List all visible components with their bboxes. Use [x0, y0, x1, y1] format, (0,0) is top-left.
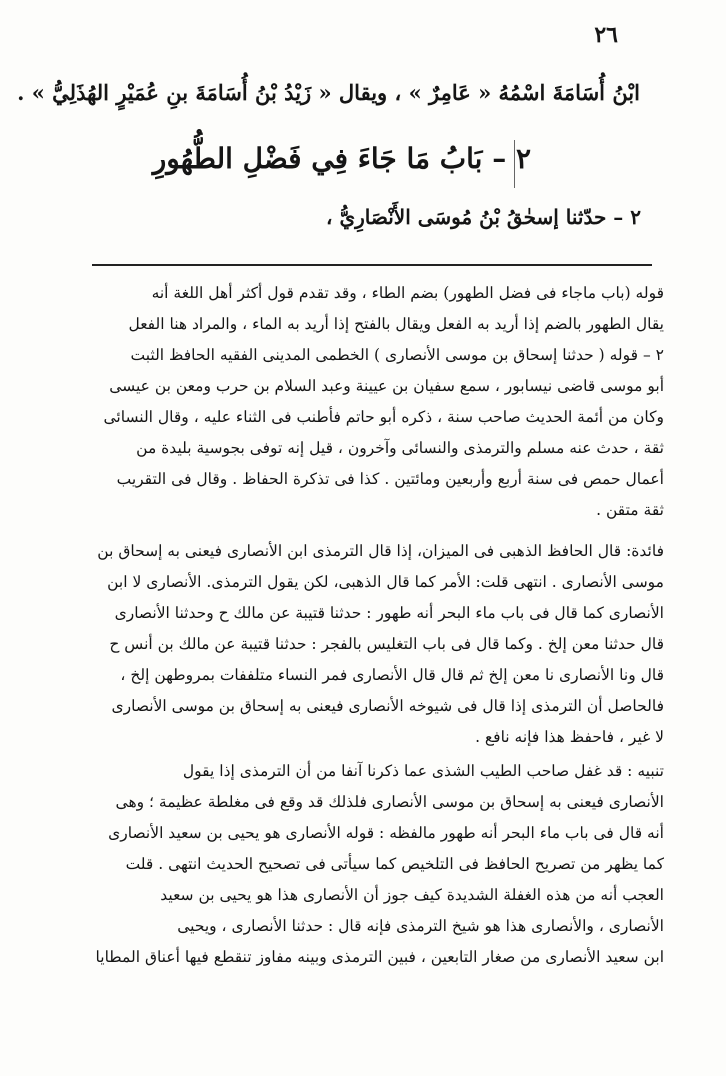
commentary-line: موسى الأنصارى . انتهى قلت: الأمر كما قال الذهبى، لكن يقول الترمذى. الأنصارى لا ابن [107, 573, 664, 591]
commentary-line: ابن سعيد الأنصارى من صغار التابعين ، فبين الترمذى وبينه مفاوز تنقطع فيها أعناق المطايا [95, 948, 664, 966]
commentary-line: الأنصارى فيعنى به إسحاق بن موسى الأنصارى فلذلك قد وقع فى مغلطة عظيمة ؛ وهى [115, 793, 664, 811]
commentary-line: ثقة ، حدث عنه مسلم والترمذى والنسائى وآخرون ، قيل إنه توفى بجوسية بليدة من [136, 439, 664, 457]
commentary-paragraph-3 [86, 756, 664, 973]
commentary-line: كما يظهر من تصريح الحافظ فى التلخيص كما سيأتى فى تصحيح الحديث انتهى . قلت [125, 855, 664, 873]
commentary-line: فائدة: قال الحافظ الذهبى فى الميزان، إذا قال الترمذى ابن الأنصارى فيعنى به إسحاق بن [97, 542, 664, 560]
commentary-line: وكان من أئمة الحديث صاحب سنة ، ذكره أبو حاتم فأطنب فى الثناء عليه ، وقال النسائى [103, 408, 664, 426]
commentary-line: فالحاصل أن الترمذى إذا قال فى شيوخه الأنصارى فيعنى به إسحاق بن موسى الأنصارى [111, 697, 664, 715]
commentary-line: قوله (باب ماجاء فى فضل الطهور) بضم الطاء ، وقد تقدم قول أكثر أهل اللغة أنه [151, 284, 664, 302]
hadith-isnad-line: ٢ – حدّثنا إسحٰقُ بْنُ مُوسَى الأَنْصَارِيُّ ، [326, 205, 641, 229]
page-number: ٢٦ [594, 22, 618, 48]
commentary-line: أبو موسى قاضى نيسابور ، سمع سفيان بن عيينة وعبد السلام بن حرب ومعن بن عيسى [109, 377, 664, 395]
commentary-line: تنبيه : قد غفل صاحب الطيب الشذى عما ذكرنا آنفا من أن الترمذى إذا يقول [182, 762, 664, 780]
commentary-paragraph-1 [86, 278, 664, 526]
chapter-heading: ٢ – بَابُ مَا جَاءَ فِي فَضْلِ الطُّهُورِ [152, 142, 531, 175]
hadith-continuation-line: ابْنُ أُسَامَةَ اسْمُهُ « عَامِرٌ » ، ويقال « زَيْدُ بْنُ أُسَامَةَ بنِ عُمَيْرٍ الهُذَلِيُّ » . [17, 80, 640, 105]
commentary-line: قال حدثنا معن إلخ . وكما قال فى باب التغليس بالفجر : حدثنا قتيبة عن مالك بن أنس ح [109, 635, 664, 653]
commentary-line: ٢ – قوله ( حدثنا إسحاق بن موسى الأنصارى ) الخطمى المدينى الفقيه الحافظ الثبت [130, 346, 664, 364]
commentary-line: يقال الطهور بالضم إذا أريد به الفعل ويقال بالفتح إذا أريد به الماء ، والمراد هنا الفعل [128, 315, 664, 333]
commentary-line: الأنصارى كما قال فى باب ماء البحر أنه طهور : حدثنا قتيبة عن مالك ح وحدثنا الأنصارى [114, 604, 664, 622]
separator-rule [92, 264, 652, 266]
commentary-line: لا غير ، فاحفظ هذا فإنه نافع . [475, 728, 664, 746]
commentary-line: الأنصارى ، والأنصارى هذا هو شيخ الترمذى فإنه قال : حدثنا الأنصارى ، ويحيى [177, 917, 664, 935]
commentary-line: قال ونا الأنصارى نا معن إلخ ثم قال قال الأنصارى فمر النساء متلففات بمروطهن إلخ ، [120, 666, 664, 684]
commentary-line: أنه قال فى باب ماء البحر أنه طهور مالفظه : قوله الأنصارى هو يحيى بن سعيد الأنصارى [108, 824, 664, 842]
commentary-line: العجب أنه من هذه الغفلة الشديدة كيف جوز أن الأنصارى هذا هو يحيى بن سعيد [160, 886, 664, 904]
commentary-line: أعمال حمص فى سنة أربع وأربعين ومائتين . كذا فى تذكرة الحفاظ . وقال فى التقريب [116, 470, 664, 488]
commentary-paragraph-2 [86, 536, 664, 753]
commentary-line: ثقة متقن . [596, 501, 664, 519]
